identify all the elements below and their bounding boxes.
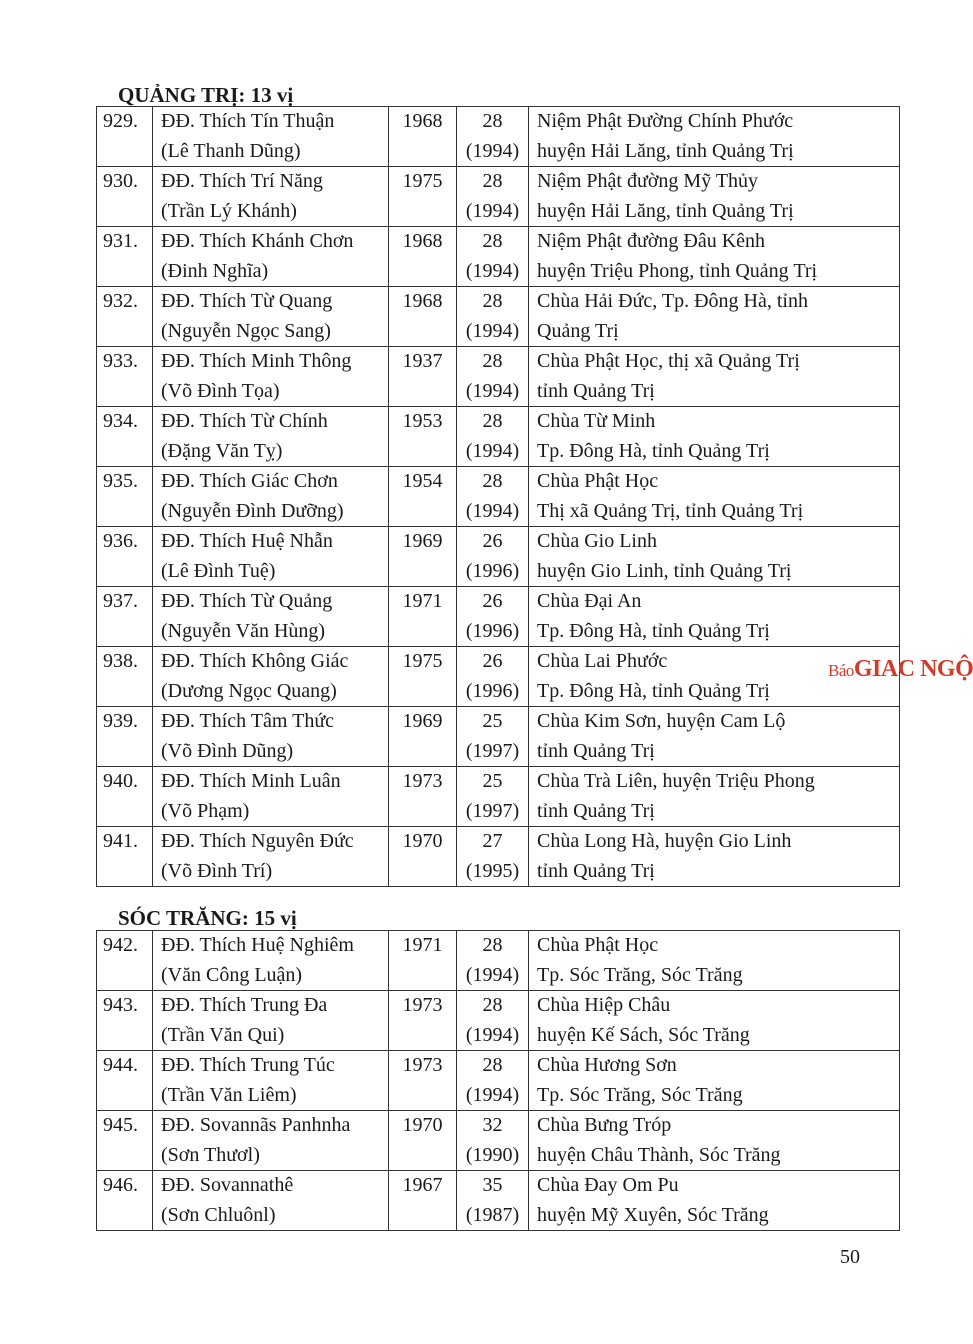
monk-name-lay-name: (Nguyễn Văn Hùng) xyxy=(161,619,326,642)
row-number-cell xyxy=(97,167,153,227)
monk-name-cell xyxy=(153,287,389,347)
row-number-cell xyxy=(97,227,153,287)
place-place2: Tp. Đông Hà, tỉnh Quảng Trị xyxy=(537,439,770,462)
age-info-cell xyxy=(457,931,529,991)
birth-year-year: 1971 xyxy=(402,590,443,612)
row-number-num: 931. xyxy=(103,230,138,252)
row-number-num: 935. xyxy=(103,470,138,492)
birth-year-cell xyxy=(389,407,457,467)
monk-name-cell xyxy=(153,991,389,1051)
place-cell xyxy=(529,227,900,287)
age-info-age-year: (1995) xyxy=(465,859,520,882)
row-number-cell xyxy=(97,767,153,827)
age-info-age-year: (1994) xyxy=(465,1083,520,1106)
monk-name-name: ĐĐ. Thích Tâm Thức xyxy=(161,710,335,732)
place-cell xyxy=(529,931,900,991)
row-number-cell xyxy=(97,991,153,1051)
birth-year-cell xyxy=(389,527,457,587)
place-place1: Chùa Hiệp Châu xyxy=(537,994,671,1016)
age-info-age: 25 xyxy=(482,710,503,732)
birth-year-cell xyxy=(389,107,457,167)
row-number-cell xyxy=(97,467,153,527)
place-place2: Tp. Sóc Trăng, Sóc Trăng xyxy=(537,1083,743,1106)
place-place1: Chùa Phật Học xyxy=(537,470,659,492)
table-row xyxy=(97,647,900,707)
age-info-age: 28 xyxy=(482,230,503,252)
place-cell xyxy=(529,991,900,1051)
section-title-soc-trang: SÓC TRĂNG: 15 vị xyxy=(118,906,297,930)
age-info-cell xyxy=(457,527,529,587)
birth-year-year: 1975 xyxy=(402,170,443,192)
table-row xyxy=(97,1171,900,1231)
place-place1: Chùa Từ Minh xyxy=(537,410,656,432)
monk-name-name: ĐĐ. Thích Huệ Nhẫn xyxy=(161,530,333,552)
place-cell xyxy=(529,527,900,587)
birth-year-year: 1968 xyxy=(402,110,443,132)
monk-name-lay-name: (Trần Lý Khánh) xyxy=(161,199,297,222)
age-info-cell xyxy=(457,167,529,227)
age-info-age: 28 xyxy=(482,1054,503,1076)
place-place2: tỉnh Quảng Trị xyxy=(537,379,655,402)
row-number-num: 929. xyxy=(103,110,138,132)
birth-year-year: 1975 xyxy=(402,650,443,672)
table-row xyxy=(97,167,900,227)
table-row xyxy=(97,1111,900,1171)
monk-name-cell xyxy=(153,827,389,887)
birth-year-year: 1968 xyxy=(402,230,443,252)
table-row xyxy=(97,587,900,647)
row-number-num: 932. xyxy=(103,290,138,312)
birth-year-year: 1937 xyxy=(402,350,443,372)
place-cell xyxy=(529,167,900,227)
birth-year-year: 1969 xyxy=(402,530,443,552)
row-number-num: 938. xyxy=(103,650,138,672)
age-info-age-year: (1994) xyxy=(465,499,520,522)
age-info-age-year: (1994) xyxy=(465,963,520,986)
roster-body xyxy=(97,931,900,1231)
place-place2: Quảng Trị xyxy=(537,319,619,342)
monk-name-cell xyxy=(153,527,389,587)
monk-name-lay-name: (Võ Đình Trí) xyxy=(161,859,273,882)
table-row xyxy=(97,347,900,407)
age-info-age: 26 xyxy=(482,650,503,672)
monk-name-name: ĐĐ. Thích Khánh Chơn xyxy=(161,230,354,252)
table-row xyxy=(97,467,900,527)
age-info-cell xyxy=(457,467,529,527)
birth-year-year: 1971 xyxy=(402,934,443,956)
age-info-age: 27 xyxy=(482,830,503,852)
monk-name-cell xyxy=(153,1051,389,1111)
age-info-cell xyxy=(457,287,529,347)
monk-name-cell xyxy=(153,347,389,407)
roster-body xyxy=(97,107,900,887)
monk-name-lay-name: (Trần Văn Liêm) xyxy=(161,1083,297,1106)
birth-year-cell xyxy=(389,767,457,827)
watermark-logo: BáoGIAC NGỘ xyxy=(828,656,973,682)
place-place1: Chùa Hải Đức, Tp. Đông Hà, tỉnh xyxy=(537,290,808,312)
age-info-cell xyxy=(457,647,529,707)
birth-year-cell xyxy=(389,287,457,347)
monk-name-lay-name: (Sơn Thươl) xyxy=(161,1143,260,1166)
age-info-cell xyxy=(457,1171,529,1231)
place-place1: Chùa Phật Học, thị xã Quảng Trị xyxy=(537,350,800,372)
age-info-age-year: (1994) xyxy=(465,139,520,162)
birth-year-cell xyxy=(389,707,457,767)
birth-year-cell xyxy=(389,1111,457,1171)
birth-year-year: 1954 xyxy=(402,470,443,492)
place-cell xyxy=(529,467,900,527)
age-info-age-year: (1994) xyxy=(465,439,520,462)
age-info-cell xyxy=(457,707,529,767)
place-place1: Chùa Gio Linh xyxy=(537,530,657,552)
birth-year-year: 1973 xyxy=(402,1054,443,1076)
age-info-cell xyxy=(457,347,529,407)
page-number: 50 xyxy=(840,1246,860,1268)
row-number-num: 941. xyxy=(103,830,138,852)
age-info-cell xyxy=(457,1111,529,1171)
age-info-age: 25 xyxy=(482,770,503,792)
age-info-age: 28 xyxy=(482,934,503,956)
place-place1: Chùa Trà Liên, huyện Triệu Phong xyxy=(537,770,815,792)
birth-year-year: 1973 xyxy=(402,770,443,792)
age-info-age-year: (1994) xyxy=(465,1023,520,1046)
age-info-age-year: (1994) xyxy=(465,199,520,222)
place-place1: Chùa Kim Sơn, huyện Cam Lộ xyxy=(537,710,786,732)
birth-year-year: 1970 xyxy=(402,1114,443,1136)
place-place2: Tp. Đông Hà, tỉnh Quảng Trị xyxy=(537,619,770,642)
place-place2: Tp. Sóc Trăng, Sóc Trăng xyxy=(537,963,743,986)
place-place2: huyện Mỹ Xuyên, Sóc Trăng xyxy=(537,1203,769,1226)
birth-year-year: 1970 xyxy=(402,830,443,852)
age-info-age-year: (1996) xyxy=(465,679,520,702)
birth-year-year: 1967 xyxy=(402,1174,443,1196)
place-cell xyxy=(529,347,900,407)
place-cell xyxy=(529,1051,900,1111)
age-info-age-year: (1994) xyxy=(465,319,520,342)
place-place1: Chùa Long Hà, huyện Gio Linh xyxy=(537,830,792,852)
row-number-num: 937. xyxy=(103,590,138,612)
table-row xyxy=(97,1051,900,1111)
monk-name-cell xyxy=(153,931,389,991)
monk-name-cell xyxy=(153,647,389,707)
age-info-age: 28 xyxy=(482,470,503,492)
monk-name-lay-name: (Lê Thanh Dũng) xyxy=(161,139,301,162)
row-number-cell xyxy=(97,1171,153,1231)
place-cell xyxy=(529,827,900,887)
age-info-age: 28 xyxy=(482,994,503,1016)
place-place2: huyện Châu Thành, Sóc Trăng xyxy=(537,1143,781,1166)
age-info-age: 28 xyxy=(482,410,503,432)
place-place1: Chùa Phật Học xyxy=(537,934,659,956)
row-number-num: 939. xyxy=(103,710,138,732)
monk-name-lay-name: (Võ Phạm) xyxy=(161,799,250,822)
place-place2: tỉnh Quảng Trị xyxy=(537,739,655,762)
monk-name-cell xyxy=(153,227,389,287)
place-cell xyxy=(529,1111,900,1171)
age-info-age-year: (1996) xyxy=(465,619,520,642)
row-number-num: 946. xyxy=(103,1174,138,1196)
monk-name-lay-name: (Võ Đình Tọa) xyxy=(161,379,280,402)
monk-name-lay-name: (Văn Công Luận) xyxy=(161,963,303,986)
age-info-age-year: (1987) xyxy=(465,1203,520,1226)
place-place1: Niệm Phật Đường Chính Phước xyxy=(537,110,794,132)
table-row xyxy=(97,407,900,467)
place-place2: tỉnh Quảng Trị xyxy=(537,859,655,882)
age-info-age: 26 xyxy=(482,530,503,552)
age-info-age-year: (1997) xyxy=(465,799,520,822)
roster-table-quang-tri xyxy=(96,106,900,887)
place-place2: huyện Gio Linh, tỉnh Quảng Trị xyxy=(537,559,792,582)
table-row xyxy=(97,527,900,587)
birth-year-cell xyxy=(389,931,457,991)
place-cell xyxy=(529,287,900,347)
age-info-cell xyxy=(457,107,529,167)
birth-year-cell xyxy=(389,1051,457,1111)
table-row xyxy=(97,227,900,287)
age-info-cell xyxy=(457,991,529,1051)
monk-name-cell xyxy=(153,167,389,227)
monk-name-name: ĐĐ. Thích Từ Quang xyxy=(161,290,333,312)
age-info-age: 35 xyxy=(482,1174,503,1196)
place-cell xyxy=(529,1171,900,1231)
monk-name-cell xyxy=(153,407,389,467)
monk-name-cell xyxy=(153,107,389,167)
place-cell xyxy=(529,587,900,647)
monk-name-name: ĐĐ. Thích Minh Luân xyxy=(161,770,341,792)
place-place2: tỉnh Quảng Trị xyxy=(537,799,655,822)
birth-year-cell xyxy=(389,587,457,647)
table-row xyxy=(97,287,900,347)
place-place2: huyện Kế Sách, Sóc Trăng xyxy=(537,1023,750,1046)
row-number-cell xyxy=(97,1111,153,1171)
row-number-num: 942. xyxy=(103,934,138,956)
table-row xyxy=(97,107,900,167)
age-info-cell xyxy=(457,1051,529,1111)
age-info-age: 28 xyxy=(482,350,503,372)
monk-name-name: ĐĐ. Thích Trung Túc xyxy=(161,1054,335,1076)
monk-name-cell xyxy=(153,767,389,827)
roster-table-soc-trang xyxy=(96,930,900,1231)
row-number-num: 933. xyxy=(103,350,138,372)
place-cell xyxy=(529,407,900,467)
birth-year-year: 1973 xyxy=(402,994,443,1016)
age-info-cell xyxy=(457,587,529,647)
birth-year-cell xyxy=(389,227,457,287)
place-place1: Niệm Phật đường Mỹ Thủy xyxy=(537,170,759,192)
place-cell xyxy=(529,707,900,767)
monk-name-cell xyxy=(153,587,389,647)
age-info-cell xyxy=(457,767,529,827)
place-place2: Thị xã Quảng Trị, tỉnh Quảng Trị xyxy=(537,499,804,522)
place-place2: huyện Hải Lăng, tỉnh Quảng Trị xyxy=(537,139,794,162)
monk-name-lay-name: (Lê Đình Tuệ) xyxy=(161,559,276,582)
monk-name-lay-name: (Dương Ngọc Quang) xyxy=(161,679,337,702)
place-place2: Tp. Đông Hà, tỉnh Quảng Trị xyxy=(537,679,770,702)
place-place1: Niệm Phật đường Đâu Kênh xyxy=(537,230,766,252)
row-number-cell xyxy=(97,527,153,587)
row-number-cell xyxy=(97,347,153,407)
place-place1: Chùa Hương Sơn xyxy=(537,1054,677,1076)
row-number-cell xyxy=(97,647,153,707)
birth-year-cell xyxy=(389,167,457,227)
monk-name-lay-name: (Nguyễn Ngọc Sang) xyxy=(161,319,331,342)
monk-name-name: ĐĐ. Sovannãs Panhnha xyxy=(161,1114,351,1136)
monk-name-name: ĐĐ. Thích Từ Quảng xyxy=(161,590,333,612)
age-info-age: 28 xyxy=(482,110,503,132)
age-info-age: 26 xyxy=(482,590,503,612)
row-number-cell xyxy=(97,931,153,991)
row-number-cell xyxy=(97,707,153,767)
place-cell xyxy=(529,107,900,167)
row-number-num: 944. xyxy=(103,1054,138,1076)
monk-name-cell xyxy=(153,1171,389,1231)
table-row xyxy=(97,767,900,827)
table-row xyxy=(97,991,900,1051)
monk-name-cell xyxy=(153,467,389,527)
age-info-age-year: (1997) xyxy=(465,739,520,762)
monk-name-name: ĐĐ. Thích Trí Năng xyxy=(161,170,323,192)
age-info-age-year: (1994) xyxy=(465,379,520,402)
age-info-cell xyxy=(457,827,529,887)
monk-name-name: ĐĐ. Sovannathê xyxy=(161,1174,294,1196)
place-place1: Chùa Lai Phước xyxy=(537,650,668,672)
birth-year-cell xyxy=(389,827,457,887)
place-cell xyxy=(529,767,900,827)
monk-name-cell xyxy=(153,1111,389,1171)
row-number-cell xyxy=(97,407,153,467)
birth-year-year: 1953 xyxy=(402,410,443,432)
monk-name-cell xyxy=(153,707,389,767)
age-info-age-year: (1990) xyxy=(465,1143,520,1166)
place-place2: huyện Hải Lăng, tỉnh Quảng Trị xyxy=(537,199,794,222)
place-place1: Chùa Đay Om Pu xyxy=(537,1174,679,1196)
monk-name-name: ĐĐ. Thích Từ Chính xyxy=(161,410,328,432)
table-row xyxy=(97,827,900,887)
row-number-num: 945. xyxy=(103,1114,138,1136)
row-number-num: 936. xyxy=(103,530,138,552)
birth-year-cell xyxy=(389,1171,457,1231)
monk-name-lay-name: (Võ Đình Dũng) xyxy=(161,739,294,762)
monk-name-name: ĐĐ. Thích Nguyên Đức xyxy=(161,830,354,852)
monk-name-name: ĐĐ. Thích Minh Thông xyxy=(161,350,352,372)
age-info-age-year: (1994) xyxy=(465,259,520,282)
monk-name-name: ĐĐ. Thích Trung Đa xyxy=(161,994,328,1016)
place-place1: Chùa Bưng Tróp xyxy=(537,1114,672,1136)
row-number-cell xyxy=(97,287,153,347)
monk-name-name: ĐĐ. Thích Tín Thuận xyxy=(161,110,335,132)
row-number-num: 940. xyxy=(103,770,138,792)
birth-year-cell xyxy=(389,467,457,527)
monk-name-lay-name: (Sơn Chluônl) xyxy=(161,1203,276,1226)
row-number-cell xyxy=(97,107,153,167)
age-info-cell xyxy=(457,407,529,467)
birth-year-year: 1969 xyxy=(402,710,443,732)
row-number-num: 934. xyxy=(103,410,138,432)
monk-name-lay-name: (Trần Văn Qui) xyxy=(161,1023,285,1046)
row-number-cell xyxy=(97,587,153,647)
place-place1: Chùa Đại An xyxy=(537,590,642,612)
age-info-age-year: (1996) xyxy=(465,559,520,582)
row-number-cell xyxy=(97,827,153,887)
age-info-age: 28 xyxy=(482,290,503,312)
table-row xyxy=(97,707,900,767)
monk-name-lay-name: (Đặng Văn Tỵ) xyxy=(161,439,283,462)
age-info-age: 28 xyxy=(482,170,503,192)
monk-name-lay-name: (Đinh Nghĩa) xyxy=(161,259,269,282)
age-info-cell xyxy=(457,227,529,287)
monk-name-name: ĐĐ. Thích Không Giác xyxy=(161,650,349,672)
row-number-num: 930. xyxy=(103,170,138,192)
birth-year-cell xyxy=(389,991,457,1051)
monk-name-lay-name: (Nguyễn Đình Dưỡng) xyxy=(161,499,344,522)
section-title-quang-tri: QUẢNG TRỊ: 13 vị xyxy=(118,83,294,107)
monk-name-name: ĐĐ. Thích Giác Chơn xyxy=(161,470,338,492)
birth-year-cell xyxy=(389,347,457,407)
age-info-age: 32 xyxy=(482,1114,503,1136)
birth-year-year: 1968 xyxy=(402,290,443,312)
table-row xyxy=(97,931,900,991)
monk-name-name: ĐĐ. Thích Huệ Nghiêm xyxy=(161,934,354,956)
place-place2: huyện Triệu Phong, tỉnh Quảng Trị xyxy=(537,259,818,282)
row-number-cell xyxy=(97,1051,153,1111)
row-number-num: 943. xyxy=(103,994,138,1016)
birth-year-cell xyxy=(389,647,457,707)
